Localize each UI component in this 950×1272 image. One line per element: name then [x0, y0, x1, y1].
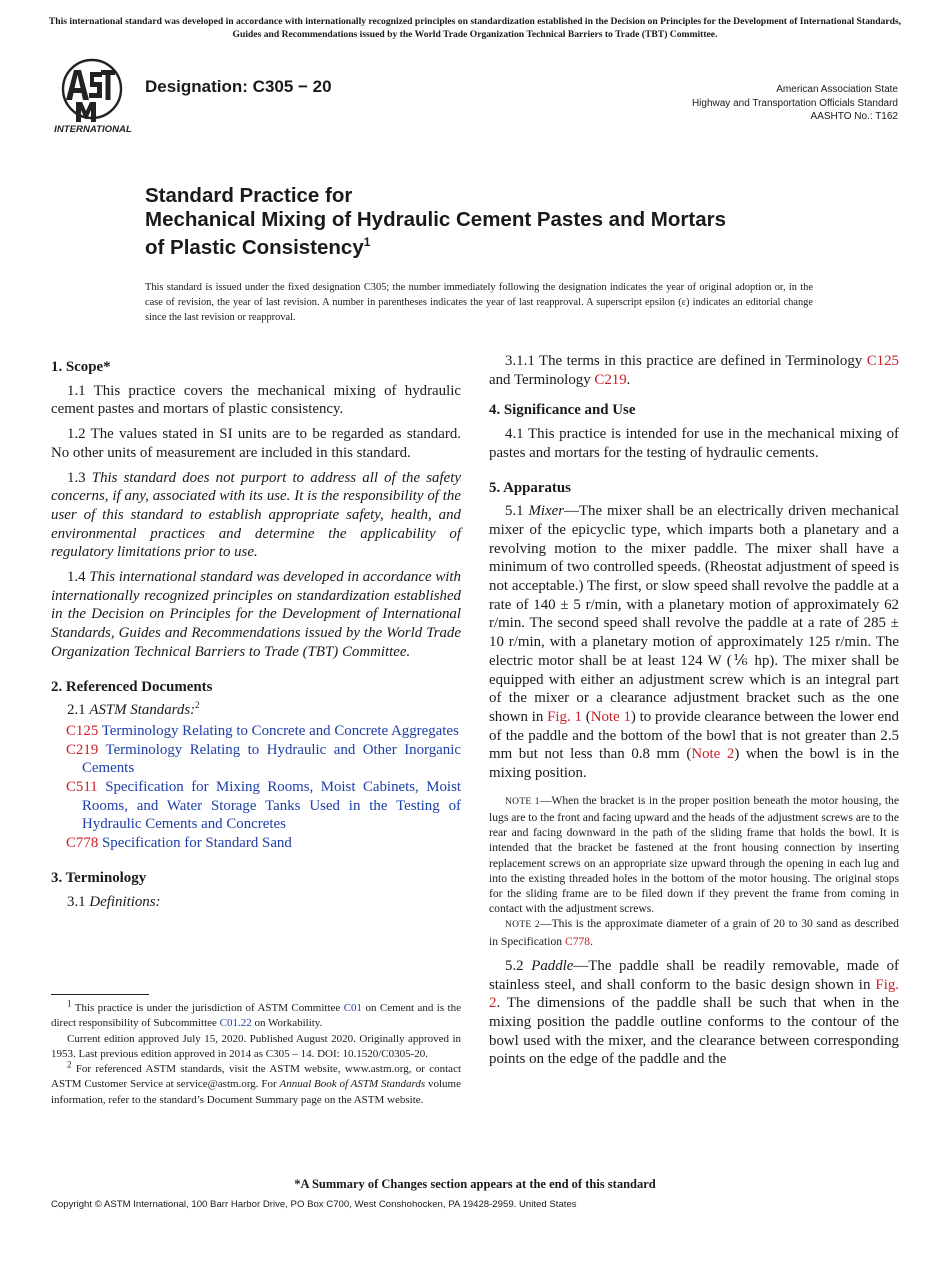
title-footnote-mark: 1 [363, 235, 371, 249]
apparatus-5-2: 5.2 Paddle—The paddle shall be readily removable, made of stainless steel, and shall conform to the basic design shown in Fig. 2. The dimensions of the paddle shall be such that when in the mixing position the paddle outline conforms to the contour of the bowl used with the mixer, and the clearance between corresponding points on the edge of the paddle and the [489, 957, 899, 1068]
aashto-line3: AASHTO No.: T162 [810, 111, 898, 122]
link-c778-note[interactable]: C778 [564, 934, 591, 948]
link-note-1[interactable]: Note 1 [590, 708, 631, 725]
ref-link-c125[interactable]: C125 [66, 722, 99, 739]
scope-1-1: 1.1 This practice covers the mechanical mixing of hydraulic cement pastes and mortars of plastic consistency. [51, 382, 461, 418]
summary-of-changes-note: *A Summary of Changes section appears at the end of this standard [294, 1177, 656, 1191]
copyright: Copyright © ASTM International, 100 Barr Harbor Drive, PO Box C700, West Conshohocken, PA 19428-2959. United States [51, 1199, 577, 1210]
ref-link-c511[interactable]: C511 [66, 779, 98, 796]
title-line2: Mechanical Mixing of Hydraulic Cement Pastes and Mortars [145, 207, 726, 231]
note-2: NOTE 2—This is the approximate diameter of a grain of 20 to 30 sand as described in Specification C778. [489, 917, 899, 948]
note-1: NOTE 1—When the bracket is in the proper position beneath the motor housing, the lugs are to the front and facing upward and the heads of the adjustment screws are to the rear and facing downward in the path of the sliding frame that holds the bowl. It is intended that the bracket be fastened at the front housing connection by inserting replacement screws on an appropriate size upward through the opening in each lug and into the existing threaded holes in the bottom of the motor housing. The original stops for the sliding frame are to be filed down if they prevent the frame from coming in contact with the adjustment screws. [489, 793, 899, 916]
apparatus-heading: 5. Apparatus [489, 479, 571, 496]
ref-title-c125[interactable]: Terminology Relating to Concrete and Concrete Aggregates [101, 722, 459, 739]
link-c219[interactable]: C219 [594, 371, 627, 388]
scope-heading: 1. Scope* [51, 359, 111, 375]
link-c125[interactable]: C125 [866, 353, 899, 369]
ref-link-c778[interactable]: C778 [66, 835, 99, 852]
aashto-line1: American Association State [776, 84, 898, 95]
link-c01[interactable]: C01 [343, 1002, 363, 1014]
link-fig-1[interactable]: Fig. 1 [547, 708, 582, 725]
ref-item-c778 [51, 834, 461, 853]
link-note-2[interactable]: Note 2 [691, 746, 735, 763]
issue-notice: This standard is issued under the fixed designation C305; the number immediately following the designation indicates the year of original adoption or, in the case of revision, the year of last revision. A number in parentheses indicates the year of last reapproval. A superscript epsilon (ε) indicates an editorial change since the last revision or reapproval. [145, 282, 813, 323]
terminology-3-1-1: 3.1.1 The terms in this practice are defined in Terminology C125 and Terminology C219. [489, 353, 899, 388]
top-notice: This international standard was developed in accordance with internationally recognized principles on standardization established in the Decision on Principles for the Development of International Standards, Guides and Recommendations issued by the World Trade Organization Technical Barriers to Trade (TBT) Committee. [48, 16, 902, 40]
ref-item-c125 [51, 722, 461, 741]
link-c01-22[interactable]: C01.22 [219, 1017, 252, 1030]
footnote-2: $^2$ For referenced ASTM standards, visit the ASTM website, www.astm.org, or contact ASTM Customer Service at service@astm.org. For Annual Book of ASTM Standards volume information, refer to the standard’s Document Summary page on the ASTM website. [51, 1059, 462, 1106]
aashto-block [692, 83, 898, 124]
significance-heading: 4. Significance and Use [489, 402, 636, 419]
right-column [489, 352, 899, 1075]
scope-1-4: 1.4 This international standard was developed in accordance with internationally recognized principles on standardization established in the Decision on Principles for the Development of International Standards, Guides and Recommendations issued by the World Trade Organization Technical Barriers to Trade (TBT) Committee. [51, 569, 461, 660]
ref-title-c511[interactable]: Specification for Mixing Rooms, Moist Cabinets, Moist Rooms, and Water Storage Tanks Used in the Testing of Hydraulic Cements and Concretes [82, 779, 461, 833]
refdocs-2-1: 2.1 ASTM Standards:$^2$ [67, 700, 200, 719]
logo-text: INTERNATIONAL [54, 124, 132, 134]
link-fig-2[interactable]: Fig. 2 [489, 976, 899, 1012]
terminology-heading: 3. Terminology [51, 869, 147, 886]
title-line1: Standard Practice for [145, 184, 353, 207]
document-title [145, 184, 865, 259]
designation: Designation: C305 − 20 [145, 77, 332, 96]
footnote-rule [51, 994, 149, 995]
scope-1-2: 1.2 The values stated in SI units are to be regarded as standard. No other units of measurement are included in this standard. [51, 426, 461, 461]
left-column [51, 352, 461, 917]
scope-1-3: 1.3 This standard does not purport to address all of the safety concerns, if any, associated with its use. It is the responsibility of the user of this standard to establish appropriate safety, health, and environmental practices and determine the applicability of regulatory limitations prior to use. [51, 469, 461, 561]
ref-item-c219 [51, 741, 461, 778]
title-line3-text: of Plastic Consistency [145, 235, 364, 259]
aashto-line2: Highway and Transportation Officials Standard [691, 97, 898, 109]
apparatus-5-1: 5.1 Mixer—The mixer shall be an electrically driven mechanical mixer of the epicyclic type, which imparts both a planetary and a revolving motion to the mixer paddle. The mixer shall have a minimum of two controlled speeds. (Rheostat adjustment of speed is not acceptable.) The first, or slow speed shall revolve the paddle at a rate of 140 ± 5 r/min, with a planetary motion of approximately 62 r/min. The second speed shall revolve the paddle at a rate of 285 ± 10 r/min, with a planetary motion of approximately 125 r/min. The electric motor shall be at least 124 W (⅙ hp). The mixer shall be equipped with either an adjustment screw which is an integral part of the mixer or a clearance adjustment bracket such as the one shown in Fig. 1 (Note 1) to provide clearance between the lower end of the paddle and the bottom of the bowl that is not greater than 2.5 mm but not less than 0.8 mm (Note 2) when the bowl is in the mixing position. [489, 503, 899, 782]
ref-item-c511 [51, 778, 461, 834]
terminology-3-1: 3.1 Definitions: [67, 893, 161, 910]
ref-title-c778[interactable]: Specification for Standard Sand [102, 835, 292, 852]
footnote-1-edition: Current edition approved July 15, 2020. Published August 2020. Originally approved in 1953. Last previous edition approved in 2014 as C305 – 14. DOI: 10.1520/C0305-20. [51, 1032, 461, 1060]
astm-logo [52, 56, 136, 134]
refdocs-heading: 2. Referenced Documents [51, 678, 213, 695]
title-line3 [145, 231, 865, 259]
ref-title-c219[interactable]: Terminology Relating to Hydraulic and Other Inorganic Cements [82, 741, 461, 777]
ref-link-c219[interactable]: C219 [66, 741, 99, 758]
significance-4-1: 4.1 This practice is intended for use in the mechanical mixing of pastes and mortars for the testing of hydraulic cements. [489, 426, 899, 461]
footnotes [51, 998, 462, 1108]
footnote-1: $^1$ This practice is under the jurisdiction of ASTM Committee C01 on Cement and is the direct responsibility of Subcommittee C01.22 on Workability. [51, 998, 461, 1030]
